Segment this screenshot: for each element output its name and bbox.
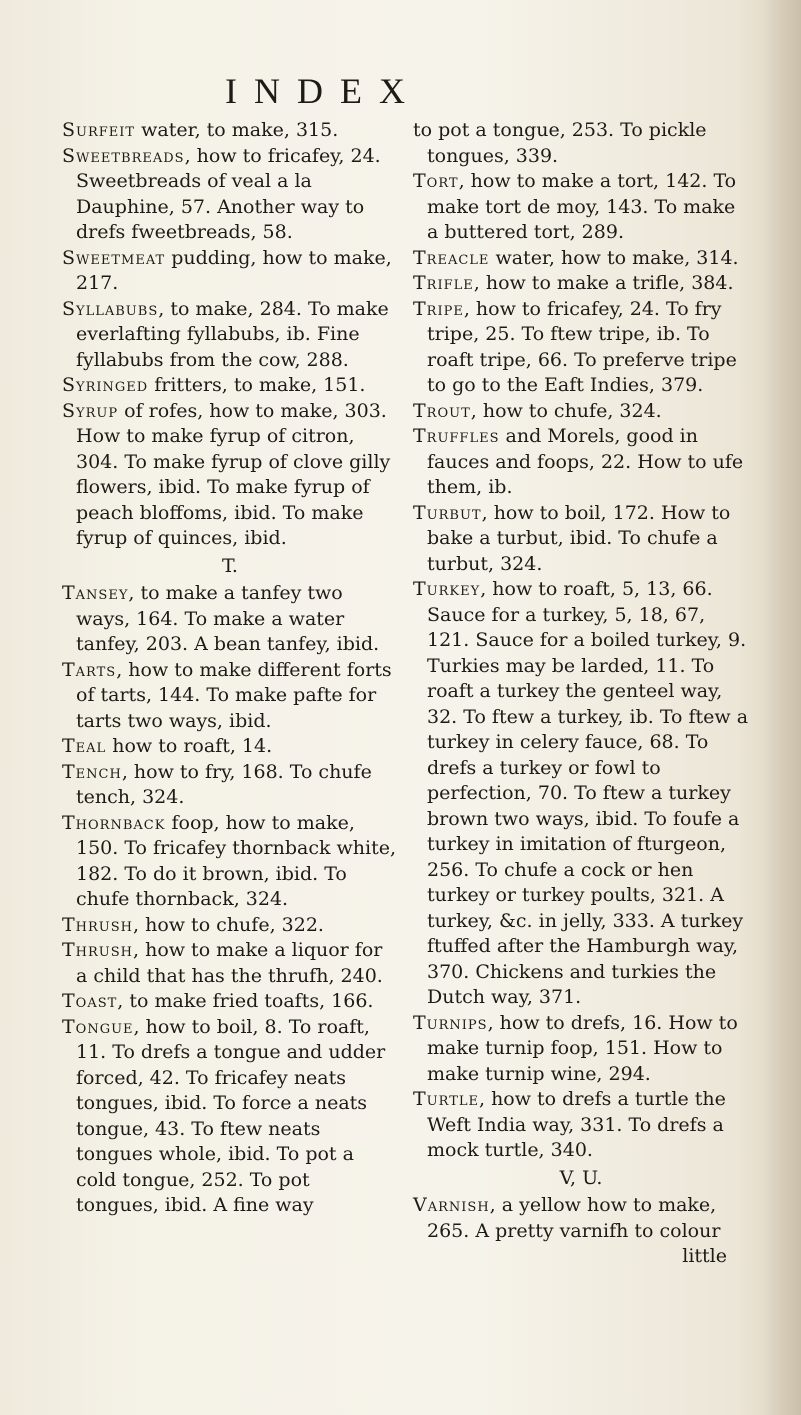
entry-keyword: Trifle [413, 272, 474, 294]
index-entry [62, 118, 398, 144]
entry-keyword: Tarts [62, 658, 117, 681]
section-letter: T. [222, 554, 238, 577]
index-entry [413, 1011, 749, 1088]
entry-text: , how to fry, 168. To chufe tench, 324. [76, 760, 372, 808]
entry-keyword: Tench [62, 760, 122, 783]
entry-text: , how to drefs a turtle the Weft India way, 331. To drefs a mock turtle, 340. [427, 1088, 726, 1161]
entry-text: of rofes, how to make, 303. How to make fyrup of citron, 304. To make fyrup of clove gilly flowers, ibid. To make fyrup of peach bloffoms, ibid. To make fyrup of quinces, ibid. [76, 399, 391, 549]
index-entry [413, 271, 749, 297]
entry-text: foop, how to make, 150. To fricafey thornback white, 182. To do it brown, ibid. To chufe thornback, 324. [76, 811, 397, 910]
entry-text: fritters, to make, 151. [148, 374, 366, 396]
entry-text: , how to make a tort, 142. To make tort de moy, 143. To make a buttered tort, 289. [427, 170, 737, 243]
entry-text: , to make a tanfey two ways, 164. To make a water tanfey, 203. A bean tanfey, ibid. [76, 582, 380, 655]
index-entry [62, 581, 398, 658]
entry-keyword: Syllabubs [62, 297, 159, 320]
entry-text: , how to chufe, 322. [133, 913, 324, 936]
entry-text: , how to fricafey, 24. Sweetbreads of veal a la Dauphine, 57. Another way to drefs fweetbreads, 58. [76, 144, 381, 243]
entry-text: , how to make different forts of tarts, 144. To make pafte for tarts two ways, ibid. [76, 658, 392, 732]
entry-keyword: Turkey [413, 578, 481, 600]
entry-text: to pot a tongue, 253. To pickle tongues, 339. [413, 119, 707, 167]
entry-text: , how to boil, 8. To roaft, 11. To drefs a tongue and udder forced, 42. To fricafey neats tongues, ibid. To force a neats tongue, 43. To ftew neats tongues whole, ibid. To pot a cold tongue, 252. To pot tongues, ibid. A fine way [76, 1015, 386, 1216]
index-entry [62, 760, 398, 811]
entry-keyword: Thrush [62, 913, 133, 936]
index-entry [62, 811, 398, 913]
entry-text: , how to boil, 172. How to bake a turbut, ibid. To chufe a turbut, 324. [427, 501, 731, 575]
index-entry [413, 118, 749, 169]
entry-text: , how to drefs, 16. How to make turnip foop, 151. How to make turnip wine, 294. [427, 1011, 738, 1085]
index-entry [413, 1087, 749, 1164]
right-column [413, 118, 749, 1270]
index-entry [62, 399, 398, 552]
section-letter: V, U. [559, 1166, 603, 1189]
index-entry [62, 246, 398, 297]
entry-keyword: Turbut [413, 501, 482, 524]
index-entry [413, 501, 749, 578]
entry-keyword: Tansey [62, 582, 129, 604]
entry-text: and Morels, good in fauces and foops, 22. How to ufe them, ib. [427, 425, 744, 498]
entry-keyword: Syringed [62, 374, 149, 396]
page-edge-shadow [763, 0, 801, 1415]
entry-text: water, how to make, 314. [489, 246, 739, 269]
catchword: little [682, 1245, 727, 1267]
entry-text: , how to roaft, 5, 13, 66. Sauce for a turkey, 5, 18, 67, 121. Sauce for a boiled turkey, 9. Turkies may be larded, 11. To roaft a turkey the genteel way, 32. To ftew a turkey, ib. To ftew a turkey in celery fauce, 68. To drefs a turkey or fowl to perfection, 70. To ftew a turkey brown two ways, ibid. To foufe a turkey in imitation of fturgeon, 256. To chufe a cock or hen turkey or turkey poults, 321. A turkey, &c. in jelly, 333. A turkey ftuffed after the Hamburgh way, 370. Chickens and turkies the Dutch way, 371. [427, 578, 749, 1008]
entry-text: , to make, 284. To make everlafting fyllabubs, ib. Fine fyllabubs from the cow, 288. [76, 297, 389, 371]
entry-keyword: Teal [62, 735, 107, 757]
entry-keyword: Turnips [413, 1011, 488, 1034]
index-entry [62, 658, 398, 735]
entry-keyword: Turtle [413, 1088, 479, 1110]
index-entry [413, 1193, 749, 1244]
index-entry [62, 144, 398, 246]
entry-text: pudding, how to make, 217. [76, 246, 392, 294]
entry-keyword: Toast [62, 990, 118, 1012]
entry-text: how to roaft, 14. [106, 735, 273, 757]
entry-keyword: Varnish [413, 1194, 490, 1216]
index-entry [413, 297, 749, 399]
entry-text: water, to make, 315. [135, 119, 339, 141]
entry-keyword: Treacle [413, 246, 490, 269]
index-entry [62, 938, 398, 989]
entry-text: , a yellow how to make, 265. A pretty varnifh to colour [427, 1194, 721, 1242]
entry-keyword: Thrush [62, 939, 133, 961]
index-entry [413, 577, 749, 1011]
entry-text: , how to chufe, 324. [470, 399, 662, 422]
index-entry [413, 169, 749, 246]
index-heading: INDEX [225, 71, 422, 111]
index-entry [413, 424, 749, 501]
entry-text: , how to fricafey, 24. To fry tripe, 25. To ftew tripe, ib. To roaft tripe, 66. To preferve tripe to go to the Eaft Indies, 379. [427, 297, 737, 396]
index-entry [413, 246, 749, 272]
entry-keyword: Syrup [62, 399, 119, 422]
entry-keyword: Truffles [413, 425, 500, 447]
entry-keyword: Tort [413, 170, 459, 192]
index-entry [62, 1015, 398, 1219]
entry-keyword: Tripe [413, 297, 464, 320]
index-entry [62, 297, 398, 374]
entry-keyword: Sweetbreads [62, 144, 185, 167]
entry-text: , to make fried toafts, 166. [117, 990, 374, 1012]
index-entry [62, 373, 398, 399]
entry-keyword: Thornback [62, 811, 166, 834]
entry-keyword: Trout [413, 399, 471, 422]
entry-keyword: Tongue [62, 1015, 134, 1038]
index-entry [62, 913, 398, 939]
entry-keyword: Surfeit [62, 119, 136, 141]
entry-keyword: Sweetmeat [62, 246, 166, 269]
index-entry [62, 734, 398, 760]
entry-text: , how to make a liquor for a child that has the thrufh, 240. [76, 939, 383, 987]
index-entry [413, 399, 749, 425]
entry-text: , how to make a trifle, 384. [473, 272, 734, 294]
left-column [62, 118, 398, 1219]
index-entry [62, 989, 398, 1015]
